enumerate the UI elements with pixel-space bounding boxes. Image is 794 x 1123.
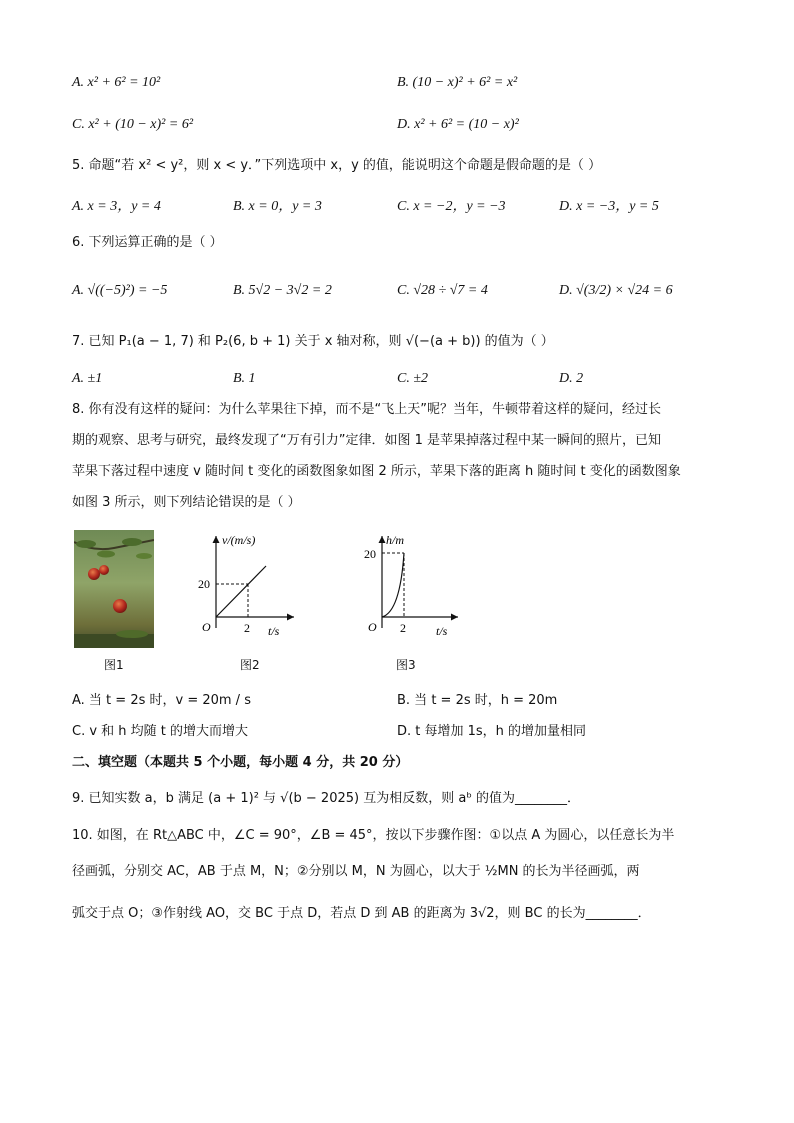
figure2-velocity-graph: [188, 528, 298, 644]
q8-stem-line3: 苹果下落过程中速度 v 随时间 t 变化的函数图象如图 2 所示，苹果下落的距离 h 随时间 t 变化的函数图象: [72, 464, 681, 479]
q4-option-c: C. x² + (10 − x)² = 6²: [72, 117, 194, 132]
q6-option-c: C. √28 ÷ √7 = 4: [397, 283, 488, 298]
fig3-origin: O: [368, 620, 377, 634]
fig2-ytick: 20: [198, 577, 210, 591]
figure2-caption: 图2: [240, 658, 260, 672]
figure3-caption: 图3: [396, 658, 416, 672]
q7-option-c: C. ±2: [397, 371, 429, 386]
q10-line3: 弧交于点 O；③作射线 AO，交 BC 于点 D，若点 D 到 AB 的距离为 3√2，则 BC 的长为________．: [72, 906, 651, 921]
q5-option-d: D. x = −3，y = 5: [559, 199, 659, 214]
fig2-origin: O: [202, 620, 211, 634]
fig3-xtick: 2: [400, 621, 406, 635]
fig3-ylabel: h/m: [386, 533, 404, 547]
figure1-caption: 图1: [104, 658, 124, 672]
q5-stem: 5. 命题“若 x² < y²，则 x < y．”下列选项中 x，y 的值，能说明这个命题是假命题的是（ ）: [72, 158, 602, 173]
apple-photo: [74, 530, 154, 648]
q4-option-a: A. x² + 6² = 10²: [72, 75, 161, 90]
q7-stem: 7. 已知 P₁(a − 1, 7) 和 P₂(6, b + 1) 关于 x 轴对称，则 √(−(a + b)) 的值为（ ）: [72, 334, 554, 349]
q8-option-d: D. t 每增加 1s，h 的增加量相同: [397, 724, 587, 739]
q8-option-a: A. 当 t = 2s 时，v = 20m / s: [72, 693, 251, 708]
section-2-heading: 二、填空题（本题共 5 个小题，每小题 4 分，共 20 分）: [72, 755, 409, 770]
q7-option-b: B. 1: [233, 371, 256, 386]
fig3-xlabel: t/s: [436, 624, 448, 638]
q6-option-a: A. √((−5)²) = −5: [72, 283, 168, 298]
q8-option-c: C. v 和 h 均随 t 的增大而增大: [72, 724, 249, 739]
height-curve: [382, 553, 404, 617]
q8-stem-line1: 8. 你有没有这样的疑问：为什么苹果往下掉，而不是“飞上天”呢？当年，牛顿带着这样的疑问，经过长: [72, 402, 662, 417]
q8-option-b: B. 当 t = 2s 时，h = 20m: [397, 693, 558, 708]
q6-option-b: B. 5√2 − 3√2 = 2: [233, 283, 332, 298]
q4-option-d: D. x² + 6² = (10 − x)²: [397, 117, 519, 132]
q5-option-b: B. x = 0，y = 3: [233, 199, 322, 214]
q6-option-d: D. √(3/2) × √24 = 6: [559, 283, 673, 298]
q9-stem: 9. 已知实数 a，b 满足 (a + 1)² 与 √(b − 2025) 互为相反数，则 aᵇ 的值为________．: [72, 791, 581, 806]
fig2-xtick: 2: [244, 621, 250, 635]
q4-option-b: B. (10 − x)² + 6² = x²: [397, 75, 518, 90]
q10-line2: 径画弧，分别交 AC，AB 于点 M，N；②分别以 M，N 为圆心，以大于 ½MN 的长为半径画弧，两: [72, 864, 640, 879]
figure3-height-graph: [352, 528, 462, 644]
q5-option-c: C. x = −2，y = −3: [397, 199, 506, 214]
q7-option-a: A. ±1: [72, 371, 103, 386]
q10-line1: 10. 如图，在 Rt△ABC 中，∠C = 90°，∠B = 45°，按以下步骤作图：①以点 A 为圆心，以任意长为半: [72, 828, 675, 843]
fig3-ytick: 20: [364, 547, 376, 561]
velocity-line: [216, 566, 266, 617]
fig2-xlabel: t/s: [268, 624, 280, 638]
fig2-ylabel: v/(m/s): [222, 533, 256, 547]
q7-option-d: D. 2: [559, 371, 584, 386]
q8-stem-line4: 如图 3 所示，则下列结论错误的是（ ）: [72, 495, 301, 510]
q8-stem-line2: 期的观察、思考与研究，最终发现了“万有引力”定律．如图 1 是苹果掉落过程中某一瞬间的照片，已知: [72, 433, 662, 448]
q6-stem: 6. 下列运算正确的是（ ）: [72, 235, 223, 250]
q5-option-a: A. x = 3，y = 4: [72, 199, 161, 214]
